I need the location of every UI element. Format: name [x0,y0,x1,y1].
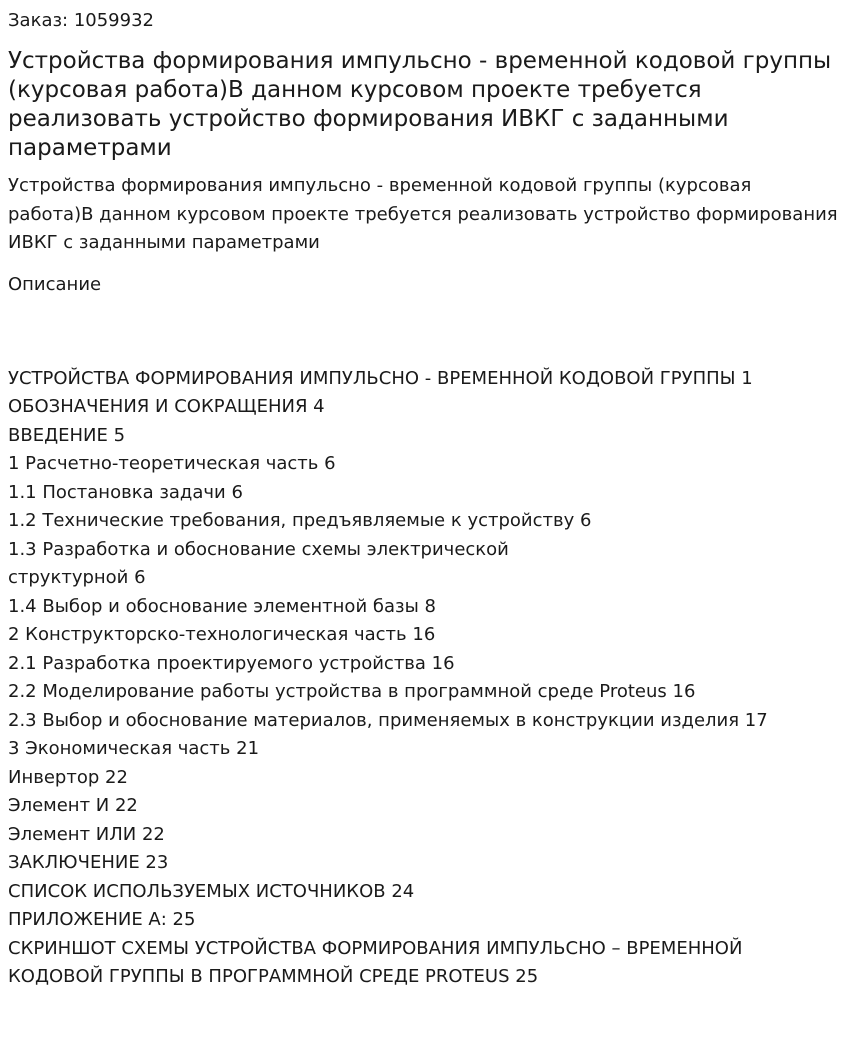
toc-item: ПРИЛОЖЕНИЕ А: 25 [8,909,196,930]
toc-item: Элемент ИЛИ 22 [8,823,165,845]
toc-item: 2.1 Разработка проектируемого устройства 16 [8,652,455,674]
toc-item: УСТРОЙСТВА ФОРМИРОВАНИЯ ИМПУЛЬСНО - ВРЕМЕННОЙ КОДОВОЙ ГРУППЫ 1 [8,367,753,389]
page-title: Устройства формирования импульсно - временной кодовой группы (курсовая работа)В данном курсовом проекте требуется реализовать устройство формирования ИВКГ с заданными параметрами [8,48,832,161]
toc-item: СПИСОК ИСПОЛЬЗУЕМЫХ ИСТОЧНИКОВ 24 [8,880,415,902]
toc-item: 1.4 Выбор и обоснование элементной базы 8 [8,595,436,617]
page-subtitle: Устройства формирования импульсно - временной кодовой группы (курсовая работа)В данном курсовом проекте требуется реализовать устройство формирования ИВКГ с заданными параметрами [8,175,838,253]
toc-item: 1.1 Постановка задачи 6 [8,481,243,503]
toc-item: Инвертор 22 [8,766,128,788]
document-page [8,0,839,992]
toc-item: 1.3 Разработка и обоснование схемы электрической структурной 6 [8,538,509,588]
toc-item: 1 Расчетно-теоретическая часть 6 [8,453,336,474]
toc-item: СКРИНШОТ СХЕМЫ УСТРОЙСТВА ФОРМИРОВАНИЯ ИМПУЛЬСНО – ВРЕМЕННОЙ КОДОВОЙ ГРУППЫ В ПРОГРАММНОЙ СРЕДЕ PROTEUS 25 [8,937,743,987]
description-heading: Описание [8,273,102,295]
toc-item: Элемент И 22 [8,795,138,816]
toc-item: ОБОЗНАЧЕНИЯ И СОКРАЩЕНИЯ 4 [8,396,325,417]
order-number: Заказ: 1059932 [8,10,154,31]
table-of-contents [8,365,839,992]
toc-item: 3 Экономическая часть 21 [8,738,260,759]
toc-item: ВВЕДЕНИЕ 5 [8,424,126,446]
toc-item: 2.2 Моделирование работы устройства в программной среде Proteus 16 [8,681,696,702]
toc-item: 1.2 Технические требования, предъявляемые к устройству 6 [8,510,592,531]
toc-item: ЗАКЛЮЧЕНИЕ 23 [8,852,169,873]
toc-item: 2.3 Выбор и обоснование материалов, применяемых в конструкции изделия 17 [8,709,768,731]
toc-item: 2 Конструкторско-технологическая часть 16 [8,624,436,645]
